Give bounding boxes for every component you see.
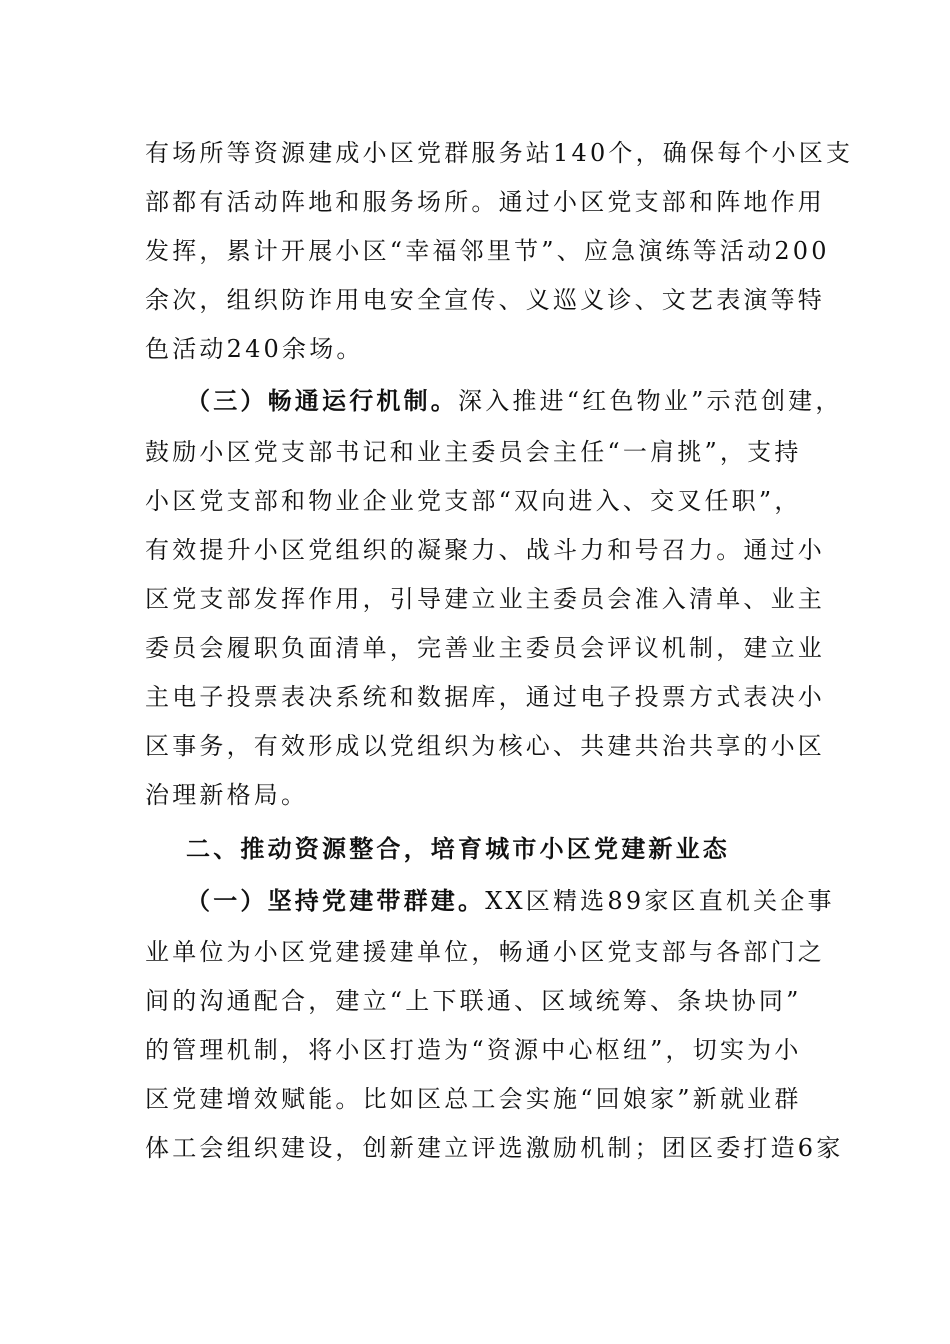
part-2-heading: 二、推动资源整合，培育城市小区党建新业态 (186, 834, 730, 863)
body-line-4: 余次，组织防诈用电安全宣传、义巡义诊、文艺表演等特 (145, 286, 825, 314)
section-3-lead-text: 深入推进“红色物业”示范创建， (458, 387, 843, 415)
section-3-paragraph-start (186, 383, 843, 419)
body-line-12: 区事务，有效形成以党组织为核心、共建共治共享的小区 (145, 732, 825, 760)
body-line-18: 体工会组织建设，创新建立评选激励机制；团区委打造6家 (145, 1134, 844, 1162)
section-1-lead-text: XX区精选89家区直机关企事 (485, 887, 835, 915)
body-line-11: 主电子投票表决系统和数据库，通过电子投票方式表决小 (145, 683, 825, 711)
body-line-1: 有场所等资源建成小区党群服务站140个，确保每个小区支 (145, 139, 854, 167)
body-line-8: 有效提升小区党组织的凝聚力、战斗力和号召力。通过小 (145, 536, 825, 564)
section-1-heading: （一）坚持党建带群建。 (186, 886, 486, 915)
body-line-6: 鼓励小区党支部书记和业主委员会主任“一肩挑”，支持 (145, 438, 802, 466)
body-line-3: 发挥，累计开展小区“幸福邻里节”、应急演练等活动200 (145, 237, 830, 265)
section-3-heading: （三）畅通运行机制。 (186, 386, 458, 415)
body-line-7: 小区党支部和物业企业党支部“双向进入、交叉任职”， (145, 487, 802, 515)
section-1-paragraph-start (186, 883, 835, 919)
body-line-9: 区党支部发挥作用，引导建立业主委员会准入清单、业主 (145, 585, 825, 613)
body-line-17: 区党建增效赋能。比如区总工会实施“回娘家”新就业群 (145, 1085, 802, 1113)
body-line-5: 色活动240余场。 (145, 335, 364, 363)
body-line-2: 部都有活动阵地和服务场所。通过小区党支部和阵地作用 (145, 188, 825, 216)
body-line-15: 间的沟通配合，建立“上下联通、区域统筹、条块协同” (145, 987, 802, 1015)
body-line-14: 业单位为小区党建援建单位，畅通小区党支部与各部门之 (145, 938, 825, 966)
body-line-10: 委员会履职负面清单，完善业主委员会评议机制，建立业 (145, 634, 825, 662)
body-line-13: 治理新格局。 (145, 781, 309, 809)
body-line-16: 的管理机制，将小区打造为“资源中心枢纽”，切实为小 (145, 1036, 802, 1064)
